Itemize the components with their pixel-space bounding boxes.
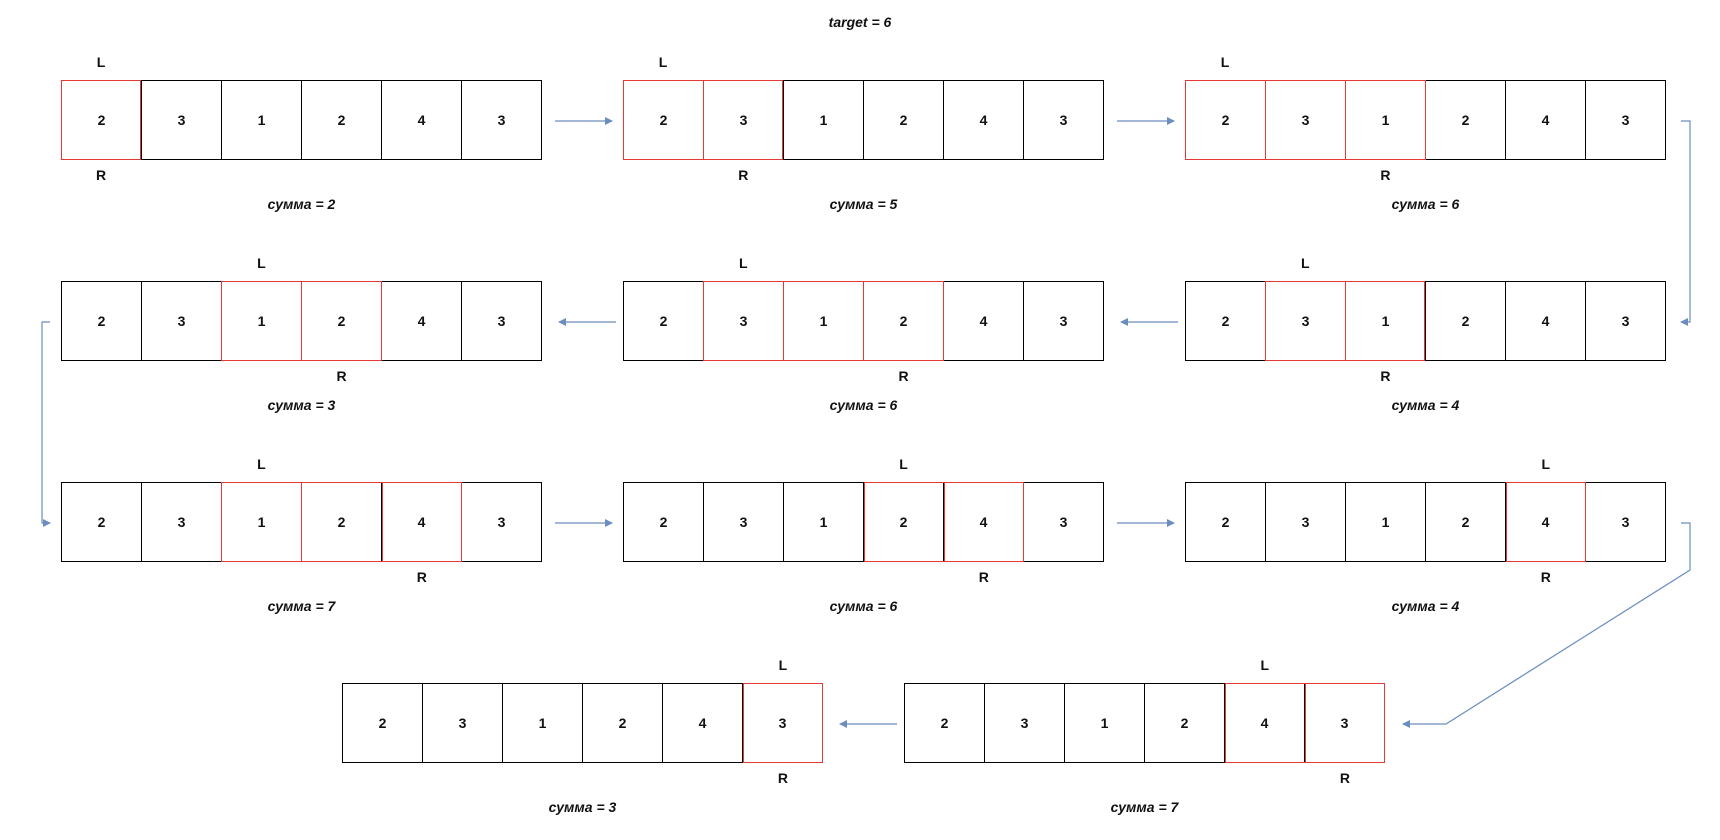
array-row <box>623 482 1104 562</box>
window-sum: сумма = 2 <box>267 196 336 212</box>
window-sum: сумма = 4 <box>1391 397 1460 413</box>
array-cell: 2 <box>863 282 943 360</box>
array-cell: 2 <box>1425 483 1505 561</box>
array-cell: 1 <box>783 282 863 360</box>
array-cell: 2 <box>301 483 381 561</box>
array-cell: 3 <box>1585 282 1665 360</box>
array-cell: 2 <box>1425 282 1505 360</box>
array-cell: 4 <box>381 483 461 561</box>
array-cell: 1 <box>221 483 301 561</box>
window-sum: сумма = 3 <box>548 799 617 815</box>
right-pointer-label: R <box>336 368 347 384</box>
array-cell: 1 <box>1345 483 1425 561</box>
array-cell: 1 <box>221 81 301 159</box>
array-row <box>623 281 1104 361</box>
array-cell: 2 <box>940 715 949 731</box>
array-cell: 1 <box>783 81 863 159</box>
right-pointer-label: R <box>1540 569 1551 585</box>
array-cell: 2 <box>1221 112 1230 128</box>
window-sum: сумма = 4 <box>1391 598 1460 614</box>
array-cell: 2 <box>863 81 943 159</box>
array-cell: 2 <box>378 715 387 731</box>
window-sum: сумма = 6 <box>1391 196 1460 212</box>
array-cell: 3 <box>703 483 783 561</box>
left-pointer-label: L <box>738 255 748 271</box>
flow-arrow <box>1681 121 1690 322</box>
array-cell: 3 <box>1585 483 1665 561</box>
array-cell: 3 <box>984 684 1064 762</box>
left-pointer-label: L <box>1541 456 1551 472</box>
array-cell: 2 <box>97 514 106 530</box>
array-cell: 3 <box>1265 282 1345 360</box>
window-sum: сумма = 7 <box>267 598 336 614</box>
array-cell: 4 <box>381 282 461 360</box>
array-cell: 3 <box>703 282 783 360</box>
right-pointer-label: R <box>1339 770 1350 786</box>
window-sum: сумма = 6 <box>829 397 898 413</box>
array-cell: 2 <box>97 313 106 329</box>
array-cell: 2 <box>863 483 943 561</box>
array-cell: 2 <box>1425 81 1505 159</box>
array-cell: 3 <box>1023 282 1103 360</box>
array-cell: 3 <box>703 81 783 159</box>
array-cell: 3 <box>1023 81 1103 159</box>
right-pointer-label: R <box>738 167 749 183</box>
array-cell: 4 <box>1505 282 1585 360</box>
array-cell: 2 <box>659 313 668 329</box>
array-cell: 4 <box>943 81 1023 159</box>
array-cell: 4 <box>662 684 742 762</box>
window-sum: сумма = 6 <box>829 598 898 614</box>
left-pointer-label: L <box>778 657 788 673</box>
array-cell: 4 <box>943 483 1023 561</box>
array-row <box>61 80 542 160</box>
left-pointer-label: L <box>1220 54 1230 70</box>
array-cell: 3 <box>461 81 541 159</box>
array-row <box>1185 281 1666 361</box>
array-cell: 3 <box>141 483 221 561</box>
right-pointer-label: R <box>898 368 909 384</box>
array-cell: 3 <box>1265 81 1345 159</box>
right-pointer-label: R <box>1380 167 1391 183</box>
array-cell: 2 <box>582 684 662 762</box>
array-cell: 3 <box>742 684 822 762</box>
array-row <box>623 80 1104 160</box>
diagram-title: target = 6 <box>828 14 892 30</box>
array-cell: 2 <box>97 112 106 128</box>
window-sum: сумма = 3 <box>267 397 336 413</box>
array-cell: 2 <box>301 282 381 360</box>
right-pointer-label: R <box>416 569 427 585</box>
left-pointer-label: L <box>1300 255 1310 271</box>
array-cell: 3 <box>1265 483 1345 561</box>
array-cell: 3 <box>1585 81 1665 159</box>
array-cell: 2 <box>659 112 668 128</box>
array-cell: 1 <box>502 684 582 762</box>
array-cell: 3 <box>141 282 221 360</box>
array-cell: 2 <box>301 81 381 159</box>
left-pointer-label: L <box>899 456 908 472</box>
array-cell: 3 <box>1304 684 1384 762</box>
array-cell: 3 <box>1023 483 1103 561</box>
array-row <box>904 683 1385 763</box>
left-pointer-label: L <box>1260 657 1270 673</box>
right-pointer-label: R <box>96 167 107 183</box>
array-row <box>342 683 823 763</box>
array-cell: 2 <box>1221 514 1230 530</box>
left-pointer-label: L <box>96 54 106 70</box>
array-row <box>61 482 542 562</box>
array-cell: 3 <box>422 684 502 762</box>
left-pointer-label: L <box>658 54 668 70</box>
array-cell: 3 <box>461 483 541 561</box>
array-cell: 1 <box>221 282 301 360</box>
array-cell: 1 <box>1345 282 1425 360</box>
window-sum: сумма = 5 <box>829 196 898 212</box>
right-pointer-label: R <box>978 569 989 585</box>
array-row <box>61 281 542 361</box>
left-pointer-label: L <box>257 255 266 271</box>
right-pointer-label: R <box>777 770 788 786</box>
array-cell: 1 <box>1064 684 1144 762</box>
array-row <box>1185 80 1666 160</box>
window-sum: сумма = 7 <box>1110 799 1179 815</box>
flow-arrow <box>42 322 50 523</box>
array-cell: 1 <box>783 483 863 561</box>
array-cell: 4 <box>381 81 461 159</box>
array-cell: 4 <box>1505 81 1585 159</box>
array-cell: 3 <box>461 282 541 360</box>
array-cell: 4 <box>1505 483 1585 561</box>
array-cell: 4 <box>1224 684 1304 762</box>
array-row <box>1185 482 1666 562</box>
array-cell: 2 <box>659 514 668 530</box>
left-pointer-label: L <box>257 456 266 472</box>
array-cell: 2 <box>1144 684 1224 762</box>
array-cell: 1 <box>1345 81 1425 159</box>
array-cell: 2 <box>1221 313 1230 329</box>
right-pointer-label: R <box>1380 368 1391 384</box>
array-cell: 3 <box>141 81 221 159</box>
array-cell: 4 <box>943 282 1023 360</box>
